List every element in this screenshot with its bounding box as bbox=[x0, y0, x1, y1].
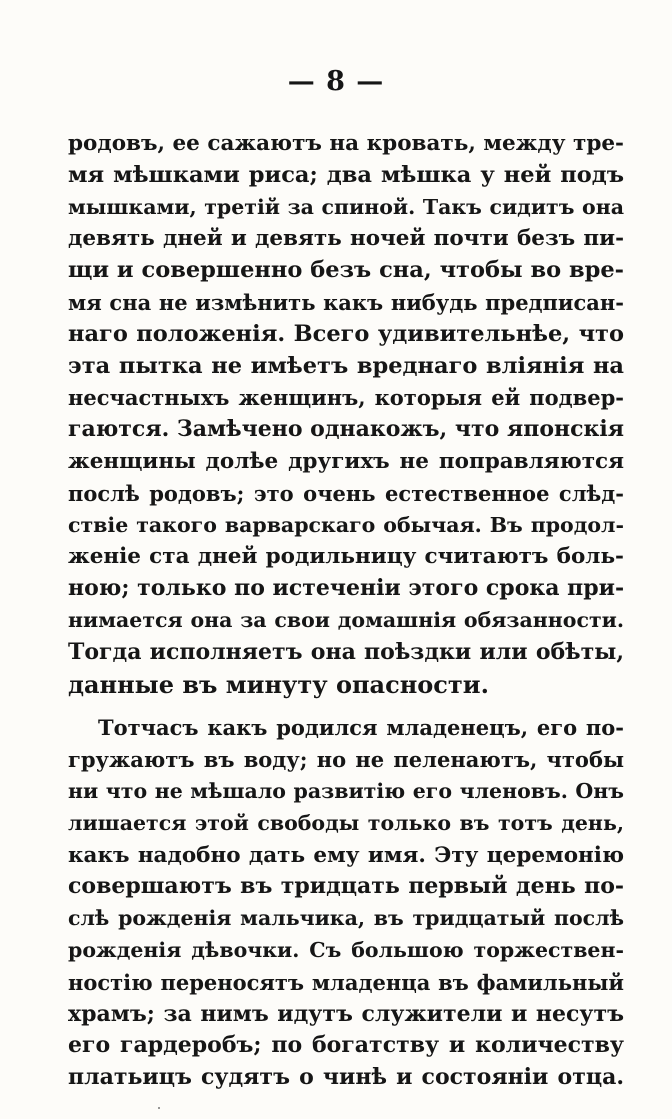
text-line: мя сна не измѣнить какъ нибудь предписан- bbox=[68, 289, 624, 315]
text-line: рожденія дѣвочки. Съ большою торжествен- bbox=[68, 937, 624, 962]
text-line: храмъ; за нимъ идутъ служители и несутъ bbox=[68, 1000, 624, 1027]
text-line: гаются. Замѣчено однакожъ, что японскія bbox=[68, 416, 624, 443]
print-speck bbox=[158, 1107, 160, 1109]
text-line: совершаютъ въ тридцать первый день по- bbox=[68, 873, 624, 900]
text-line: ни что не мѣшало развитію его членовъ. Онъ bbox=[68, 778, 624, 803]
paragraph bbox=[68, 712, 624, 1094]
text-line: родовъ, ее сажаютъ на кровать, между тре- bbox=[68, 131, 624, 156]
text-line: Тотчасъ какъ родился младенецъ, его по- bbox=[98, 715, 624, 741]
text-line: его гардеробъ; по богатству и количеству bbox=[68, 1032, 624, 1059]
text-line: гружаютъ въ воду; но не пеленаютъ, чтобы bbox=[68, 747, 624, 773]
paragraph-gap bbox=[68, 700, 624, 712]
text-line: данные въ минуту опасности. bbox=[68, 669, 489, 699]
text-line: платьицъ судятъ о чинѣ и состояніи отца. bbox=[68, 1064, 624, 1091]
text-line: лишается этой свободы только въ тотъ день, bbox=[68, 810, 624, 835]
text-line: щи и совершенно безъ сна, чтобы во вре- bbox=[68, 257, 624, 284]
text-line: женіе ста дней родильницу считаютъ боль- bbox=[68, 544, 624, 570]
text-line: какъ надобно дать ему имя. Эту церемонію bbox=[68, 842, 624, 868]
text-line: слѣ рожденія мальчика, въ тридцатый послѣ bbox=[68, 906, 624, 931]
text-line: эта пытка не имѣетъ вреднаго вліянія на bbox=[68, 352, 624, 379]
text-line: мя мѣшками риса; два мѣшка у ней подъ bbox=[68, 161, 624, 188]
paragraph bbox=[68, 128, 624, 700]
text-line: наго положенія. Всего удивительнѣе, что bbox=[68, 320, 624, 347]
text-line: несчастныхъ женщинъ, которыя ей подвер- bbox=[68, 385, 624, 411]
text-line: послѣ родовъ; это очень естественное слѣд- bbox=[68, 480, 624, 506]
body-text bbox=[68, 128, 624, 1094]
text-line: мышками, третій за спиной. Такъ сидитъ она bbox=[68, 194, 624, 219]
text-line: нимается она за свои домашнія обязанности. bbox=[68, 607, 624, 632]
text-line: ною; только по истеченіи этого срока при- bbox=[68, 575, 625, 602]
text-line: Тогда исполняетъ она поѣздки или обѣты, bbox=[68, 638, 624, 665]
text-line: девять дней и девять ночей почти безъ пи- bbox=[68, 226, 624, 252]
text-line: ствіе такого варварскаго обычая. Въ продол- bbox=[68, 512, 624, 537]
page-number: — 8 — bbox=[287, 66, 385, 97]
text-line: ностію переносятъ младенца въ фамильный bbox=[68, 969, 624, 995]
text-line: женщины долѣе другихъ не поправляются bbox=[68, 448, 624, 474]
